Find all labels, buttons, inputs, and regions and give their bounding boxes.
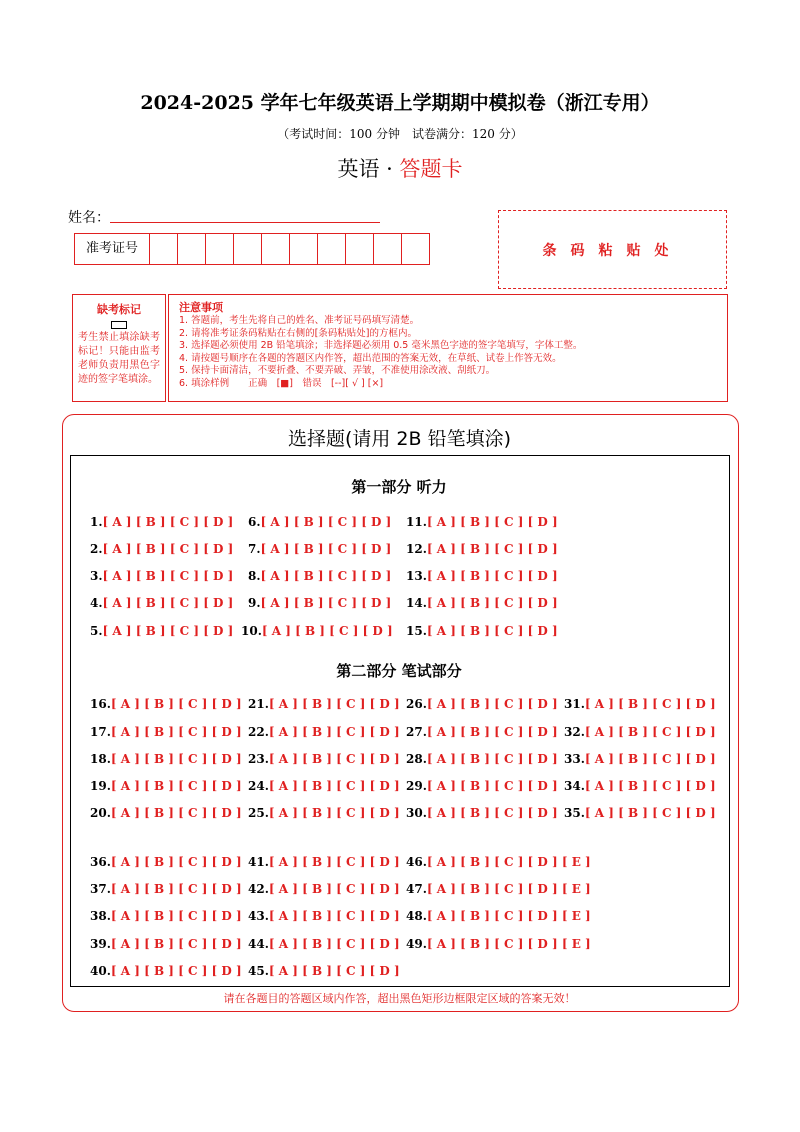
- question-number: 9.: [248, 596, 261, 610]
- question-number: 48.: [406, 909, 427, 923]
- card-title: [0, 153, 800, 183]
- question-row[interactable]: [406, 752, 558, 766]
- answer-options[interactable]: [ A ] [ B ] [ C ] [ D ]: [260, 569, 392, 583]
- answer-options[interactable]: [ A ] [ B ] [ C ] [ D ]: [261, 624, 393, 638]
- question-number: 32.: [564, 725, 585, 739]
- answer-options[interactable]: [ A ] [ B ] [ C ] [ D ]: [268, 806, 400, 820]
- question-row[interactable]: [406, 697, 558, 711]
- question-number: 14.: [406, 596, 427, 610]
- question-number: 39.: [90, 937, 111, 951]
- question-row[interactable]: [406, 515, 558, 529]
- question-number: 25.: [248, 806, 269, 820]
- answer-options[interactable]: [ A ] [ B ] [ C ] [ D ]: [260, 596, 392, 610]
- question-row[interactable]: [248, 855, 400, 869]
- answer-card-label: 答题卡: [399, 157, 463, 181]
- question-row[interactable]: [248, 806, 400, 820]
- question-row[interactable]: [564, 752, 716, 766]
- answer-options[interactable]: [ A ] [ B ] [ C ] [ D ]: [102, 624, 234, 638]
- answer-options[interactable]: [ A ] [ B ] [ C ] [ D ]: [268, 725, 400, 739]
- answer-options[interactable]: [ A ] [ B ] [ C ] [ D ]: [102, 542, 234, 556]
- answer-options[interactable]: [ A ] [ B ] [ C ] [ D ]: [426, 569, 558, 583]
- question-number: 6.: [248, 515, 261, 529]
- question-number: 22.: [248, 725, 269, 739]
- question-row[interactable]: [564, 806, 716, 820]
- question-number: 45.: [248, 964, 269, 978]
- exam-id-cell[interactable]: [346, 234, 374, 264]
- question-number: 3.: [90, 569, 103, 583]
- question-row[interactable]: [248, 542, 391, 556]
- question-number: 37.: [90, 882, 111, 896]
- question-number: 35.: [564, 806, 585, 820]
- exam-id-cell[interactable]: [178, 234, 206, 264]
- question-row[interactable]: [248, 569, 391, 583]
- subject-label: 英语 ·: [337, 157, 400, 181]
- answer-options[interactable]: [ A ] [ B ] [ C ] [ D ]: [268, 937, 400, 951]
- question-row[interactable]: [406, 779, 558, 793]
- answer-options[interactable]: [ A ] [ B ] [ C ] [ D ]: [110, 964, 242, 978]
- answer-options[interactable]: [ A ] [ B ] [ C ] [ D ]: [110, 937, 242, 951]
- question-row[interactable]: [90, 882, 242, 896]
- answer-options[interactable]: [ A ] [ B ] [ C ] [ D ]: [260, 515, 392, 529]
- question-number: 40.: [90, 964, 111, 978]
- answer-options[interactable]: [ A ] [ B ] [ C ] [ D ]: [268, 964, 400, 978]
- answer-options[interactable]: [ A ] [ B ] [ C ] [ D ] [ E ]: [426, 855, 591, 869]
- question-number: 31.: [564, 697, 585, 711]
- answer-options[interactable]: [ A ] [ B ] [ C ] [ D ]: [268, 779, 400, 793]
- exam-id-cell[interactable]: [290, 234, 318, 264]
- question-number: 49.: [406, 937, 427, 951]
- question-row[interactable]: [90, 569, 233, 583]
- answer-options[interactable]: [ A ] [ B ] [ C ] [ D ]: [426, 725, 558, 739]
- question-row[interactable]: [90, 806, 242, 820]
- question-number: 20.: [90, 806, 111, 820]
- question-number: 28.: [406, 752, 427, 766]
- question-number: 1.: [90, 515, 103, 529]
- question-number: 12.: [406, 542, 427, 556]
- exam-id-cell[interactable]: [402, 234, 429, 264]
- absent-mark-heading: 缺考标记: [97, 303, 141, 316]
- question-row[interactable]: [90, 697, 242, 711]
- answer-options[interactable]: [ A ] [ B ] [ C ] [ D ]: [426, 542, 558, 556]
- answer-options[interactable]: [ A ] [ B ] [ C ] [ D ] [ E ]: [426, 909, 591, 923]
- note-line: 1. 答题前，考生先将自己的姓名、准考证号码填写清楚。: [179, 315, 420, 326]
- exam-id-cell[interactable]: [374, 234, 402, 264]
- footer-warning: 请在各题目的答题区域内作答，超出黑色矩形边框限定区域的答案无效！: [223, 992, 576, 1005]
- choice-section-title: 选择题(请用 2B 铅笔填涂): [287, 428, 512, 450]
- question-row[interactable]: [406, 725, 558, 739]
- answer-options[interactable]: [ A ] [ B ] [ C ] [ D ]: [110, 909, 242, 923]
- answer-options[interactable]: [ A ] [ B ] [ C ] [ D ]: [110, 882, 242, 896]
- question-number: 15.: [406, 624, 427, 638]
- absent-mark-box: [72, 294, 166, 402]
- answer-options[interactable]: [ A ] [ B ] [ C ] [ D ]: [426, 596, 558, 610]
- question-row[interactable]: [90, 596, 233, 610]
- question-row[interactable]: [90, 515, 233, 529]
- note-line: 6. 填涂样例 正确 [■] 错误 [--][ √ ] [×]: [179, 377, 384, 389]
- question-row[interactable]: [564, 697, 716, 711]
- answer-options[interactable]: [ A ] [ B ] [ C ] [ D ]: [268, 855, 400, 869]
- question-row[interactable]: [90, 909, 242, 923]
- question-row[interactable]: [406, 882, 591, 896]
- answer-options[interactable]: [ A ] [ B ] [ C ] [ D ]: [426, 697, 558, 711]
- exam-id-cell[interactable]: [318, 234, 346, 264]
- question-number: 19.: [90, 779, 111, 793]
- question-row[interactable]: [406, 624, 558, 638]
- question-number: 30.: [406, 806, 427, 820]
- question-row[interactable]: [406, 909, 591, 923]
- question-number: 27.: [406, 725, 427, 739]
- question-number: 11.: [406, 515, 427, 529]
- question-number: 42.: [248, 882, 269, 896]
- name-label: 姓名：: [68, 210, 110, 226]
- answer-options[interactable]: [ A ] [ B ] [ C ] [ D ]: [102, 596, 234, 610]
- question-row[interactable]: [241, 624, 393, 638]
- question-number: 38.: [90, 909, 111, 923]
- question-row[interactable]: [248, 752, 400, 766]
- answer-options[interactable]: [ A ] [ B ] [ C ] [ D ]: [584, 806, 716, 820]
- question-number: 46.: [406, 855, 427, 869]
- question-number: 7.: [248, 542, 261, 556]
- question-row[interactable]: [406, 937, 591, 951]
- answer-options[interactable]: [ A ] [ B ] [ C ] [ D ]: [110, 855, 242, 869]
- question-number: 29.: [406, 779, 427, 793]
- answer-options[interactable]: [ A ] [ B ] [ C ] [ D ]: [268, 697, 400, 711]
- note-line: 5. 保持卡面清洁，不要折叠、不要弄破、弄皱，不准使用涂改液、刮纸刀。: [179, 365, 496, 376]
- exam-id-cell[interactable]: [234, 234, 262, 264]
- question-number: 4.: [90, 596, 103, 610]
- question-row[interactable]: [248, 596, 391, 610]
- question-number: 33.: [564, 752, 585, 766]
- question-row[interactable]: [90, 752, 242, 766]
- question-row[interactable]: [90, 855, 242, 869]
- question-number: 16.: [90, 697, 111, 711]
- exam-id-cell[interactable]: [150, 234, 178, 264]
- question-row[interactable]: [564, 725, 716, 739]
- exam-id-cell[interactable]: [262, 234, 290, 264]
- answer-options[interactable]: [ A ] [ B ] [ C ] [ D ]: [584, 725, 716, 739]
- answer-area: [70, 455, 730, 987]
- answer-options[interactable]: [ A ] [ B ] [ C ] [ D ]: [102, 569, 234, 583]
- exam-id-label: 准考证号: [75, 234, 150, 264]
- question-row[interactable]: [406, 569, 558, 583]
- answer-options[interactable]: [ A ] [ B ] [ C ] [ D ] [ E ]: [426, 937, 591, 951]
- question-row[interactable]: [90, 937, 242, 951]
- answer-options[interactable]: [ A ] [ B ] [ C ] [ D ]: [110, 697, 242, 711]
- question-row[interactable]: [406, 855, 591, 869]
- answer-options[interactable]: [ A ] [ B ] [ C ] [ D ]: [426, 624, 558, 638]
- question-row[interactable]: [90, 725, 242, 739]
- answer-options[interactable]: [ A ] [ B ] [ C ] [ D ]: [110, 752, 242, 766]
- question-row[interactable]: [90, 779, 242, 793]
- question-row[interactable]: [248, 725, 400, 739]
- answer-options[interactable]: [ A ] [ B ] [ C ] [ D ]: [426, 515, 558, 529]
- answer-options[interactable]: [ A ] [ B ] [ C ] [ D ]: [268, 909, 400, 923]
- question-number: 23.: [248, 752, 269, 766]
- question-row[interactable]: [90, 624, 233, 638]
- answer-options[interactable]: [ A ] [ B ] [ C ] [ D ]: [110, 725, 242, 739]
- note-line: 3. 选择题必须使用 2B 铅笔填涂；非选择题必须用 0.5 毫米黑色字迹的签字笔填写，字体工整。: [179, 340, 583, 351]
- answer-options[interactable]: [ A ] [ B ] [ C ] [ D ]: [584, 779, 716, 793]
- question-row[interactable]: [248, 697, 400, 711]
- question-number: 47.: [406, 882, 427, 896]
- question-row[interactable]: [90, 542, 233, 556]
- answer-options[interactable]: [ A ] [ B ] [ C ] [ D ]: [426, 752, 558, 766]
- question-row[interactable]: [248, 909, 400, 923]
- question-row[interactable]: [90, 964, 242, 978]
- question-number: 26.: [406, 697, 427, 711]
- absent-mark-checkbox[interactable]: [111, 321, 127, 329]
- question-number: 13.: [406, 569, 427, 583]
- answer-options[interactable]: [ A ] [ B ] [ C ] [ D ]: [584, 697, 716, 711]
- question-row[interactable]: [248, 515, 391, 529]
- part1-title: 第一部分 听力: [351, 478, 447, 496]
- question-number: 44.: [248, 937, 269, 951]
- question-row[interactable]: [406, 806, 558, 820]
- question-number: 21.: [248, 697, 269, 711]
- answer-options[interactable]: [ A ] [ B ] [ C ] [ D ]: [268, 882, 400, 896]
- answer-options[interactable]: [ A ] [ B ] [ C ] [ D ]: [102, 515, 234, 529]
- question-row[interactable]: [248, 779, 400, 793]
- answer-options[interactable]: [ A ] [ B ] [ C ] [ D ]: [426, 806, 558, 820]
- exam-id-grid: [74, 233, 430, 265]
- question-row[interactable]: [248, 937, 400, 951]
- name-field[interactable]: [110, 222, 380, 223]
- question-number: 17.: [90, 725, 111, 739]
- barcode-area: [498, 210, 727, 289]
- question-row[interactable]: [406, 542, 558, 556]
- page-title: 2024-2025 学年七年级英语上学期期中模拟卷（浙江专用）: [140, 92, 660, 114]
- question-row[interactable]: [248, 882, 400, 896]
- exam-id-cell[interactable]: [206, 234, 234, 264]
- answer-options[interactable]: [ A ] [ B ] [ C ] [ D ]: [426, 779, 558, 793]
- question-number: 36.: [90, 855, 111, 869]
- notes-box: [168, 294, 728, 402]
- notes-heading: 注意事项: [179, 301, 223, 314]
- answer-options[interactable]: [ A ] [ B ] [ C ] [ D ]: [260, 542, 392, 556]
- question-number: 8.: [248, 569, 261, 583]
- note-line: 2. 请将准考证条码粘贴在右侧的[条码粘贴处]的方框内。: [179, 327, 417, 339]
- question-row[interactable]: [248, 964, 400, 978]
- question-number: 2.: [90, 542, 103, 556]
- question-row[interactable]: [406, 596, 558, 610]
- question-number: 5.: [90, 624, 103, 638]
- barcode-label: 条码粘贴处: [542, 242, 683, 259]
- note-line: 4. 请按题号顺序在各题的答题区内作答，超出范围的答案无效，在草纸、试卷上作答无效。: [179, 352, 562, 364]
- question-number: 10.: [241, 624, 262, 638]
- answer-options[interactable]: [ A ] [ B ] [ C ] [ D ]: [110, 779, 242, 793]
- question-number: 18.: [90, 752, 111, 766]
- question-number: 24.: [248, 779, 269, 793]
- absent-mark-text: 考生禁止填涂缺考标记！只能由监考老师负责用黑色字迹的签字笔填涂。: [78, 332, 160, 385]
- exam-info: （考试时间：100 分钟 试卷满分：120 分）: [277, 127, 523, 141]
- question-number: 43.: [248, 909, 269, 923]
- answer-options[interactable]: [ A ] [ B ] [ C ] [ D ]: [268, 752, 400, 766]
- part2-title: 第二部分 笔试部分: [336, 662, 462, 680]
- question-number: 41.: [248, 855, 269, 869]
- question-row[interactable]: [564, 779, 716, 793]
- answer-options[interactable]: [ A ] [ B ] [ C ] [ D ]: [584, 752, 716, 766]
- answer-options[interactable]: [ A ] [ B ] [ C ] [ D ]: [110, 806, 242, 820]
- question-number: 34.: [564, 779, 585, 793]
- answer-options[interactable]: [ A ] [ B ] [ C ] [ D ] [ E ]: [426, 882, 591, 896]
